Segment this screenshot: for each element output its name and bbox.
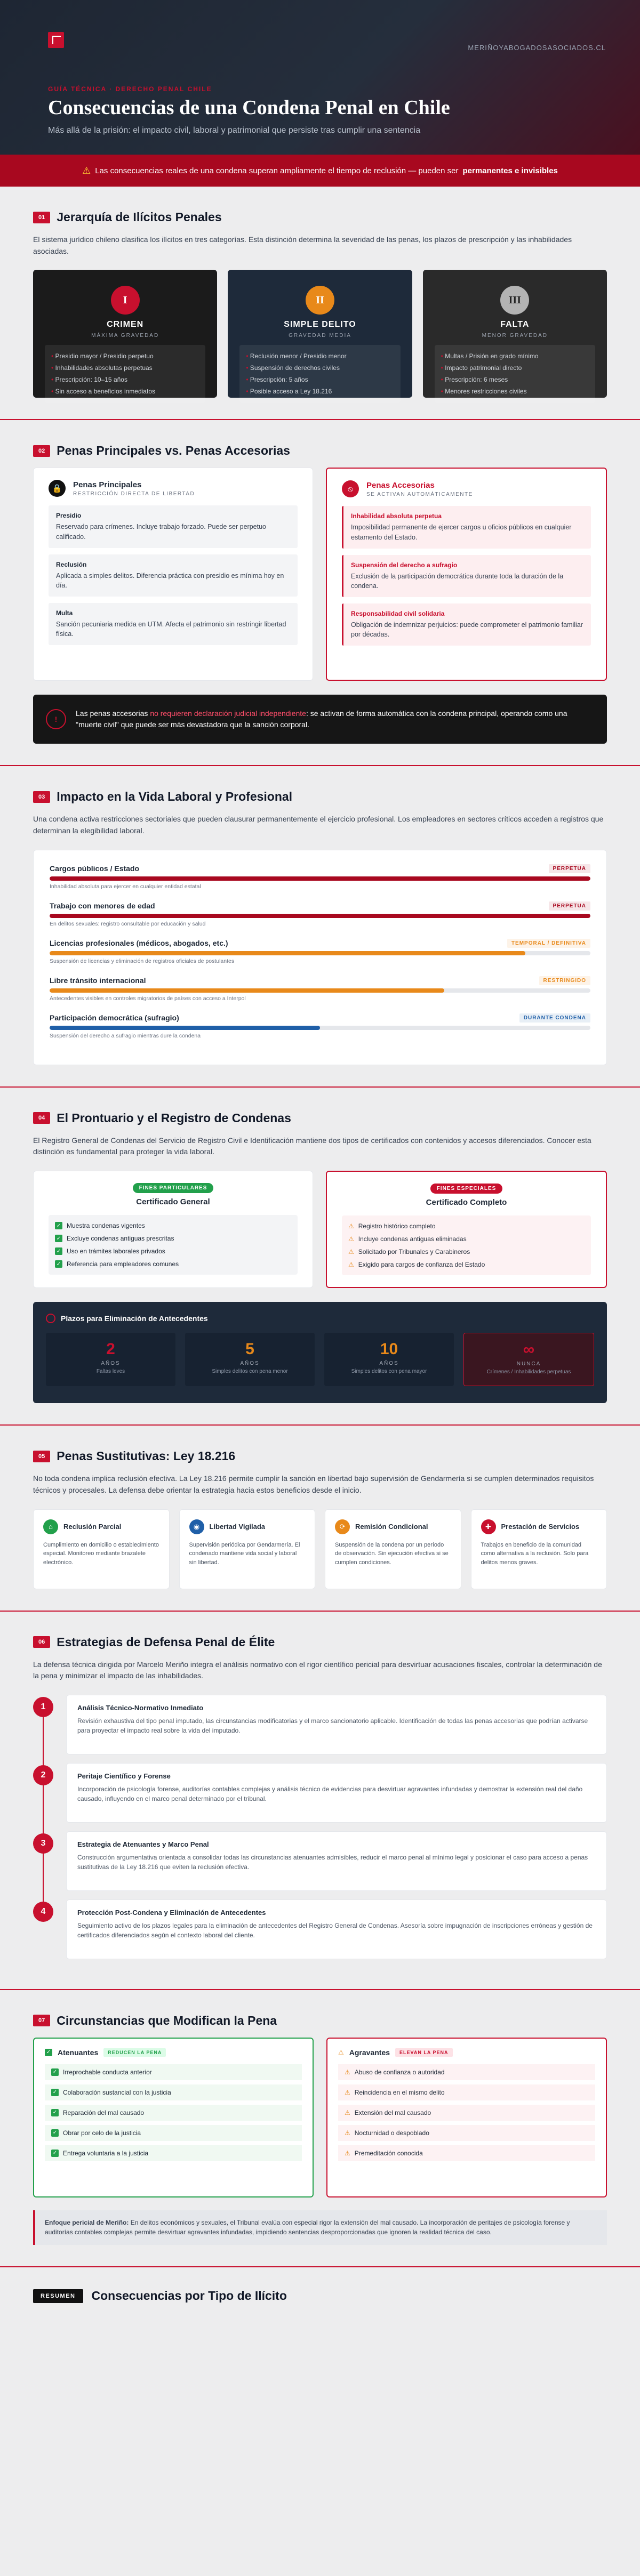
plazo-value: 2 — [106, 1340, 115, 1358]
item-text: Obligación de indemnizar perjuicios: puede comprometer el patrimonio familiar por décadas. — [351, 621, 583, 638]
bar-label: Licencias profesionales (médicos, abogados, etc.) — [50, 939, 228, 948]
step-text: Seguimiento activo de los plazos legales para la eliminación de antecedentes del Registro General de Condenas. Asesoría sobre impugnación de inscripciones erróneas y gestión de certificados diferenciados según el contexto laboral del cliente. — [77, 1921, 593, 1939]
section-intro: Una condena activa restricciones sectoriales que pueden clausurar permanentemente el ejercicio profesional. Los empleadores en sectores críticos acceden a registros que determinan la elegibilidad laboral. — [33, 815, 604, 835]
item-text: Reparación del mal causado — [63, 2108, 145, 2116]
list-item: • Reclusión menor / Presidio menor — [246, 350, 394, 362]
card-title: Remisión Condicional — [355, 1523, 428, 1531]
bar-label: Participación democrática (sufragio) — [50, 1013, 179, 1023]
item-text: Irreprochable conducta anterior — [63, 2068, 152, 2076]
plazo-unit: AÑOS — [379, 1361, 399, 1367]
sustitutiva-card — [471, 1509, 607, 1589]
pen-item — [342, 603, 591, 646]
section-penas — [0, 420, 640, 766]
list-item — [45, 2125, 302, 2141]
list-item: • Inhabilidades absolutas perpetuas — [51, 362, 199, 374]
list-item — [338, 2145, 595, 2161]
list-item: • Impacto patrimonial directo — [441, 362, 589, 374]
section-number: 01 — [33, 212, 50, 223]
bar-tag: DURANTE CONDENA — [519, 1013, 590, 1023]
bar-note: Antecedentes visibles en controles migratorios de países con acceso a Interpol — [50, 995, 246, 1002]
sustitutiva-icon: ⌂ — [43, 1519, 58, 1534]
accesorias-note — [33, 695, 607, 744]
list-item — [348, 1233, 585, 1245]
bar-note: Inhabilidad absoluta para ejercer en cualquier entidad estatal — [50, 883, 201, 890]
item-heading: Responsabilidad civil solidaria — [351, 609, 445, 617]
section-circunstancias — [0, 1990, 640, 2267]
check-icon: ✓ — [51, 2150, 59, 2157]
plazo-card — [185, 1333, 315, 1386]
check-icon: ✓ — [51, 2109, 59, 2116]
cert-pill: FINES ESPECIALES — [430, 1184, 503, 1194]
step-card — [66, 1831, 607, 1891]
category-gravity: MENOR GRAVEDAD — [482, 333, 548, 339]
alert-strong: permanentes e invisibles — [462, 166, 558, 175]
step-card — [66, 1695, 607, 1754]
category-name: FALTA — [500, 320, 530, 329]
pen-item — [49, 554, 298, 597]
pen-item — [342, 506, 591, 548]
step-number: 4 — [33, 1902, 53, 1922]
card-head — [43, 1519, 159, 1534]
item-heading: Reclusión — [56, 560, 87, 568]
list-item: • Multas / Prisión en grado mínimo — [441, 350, 589, 362]
site-domain[interactable]: MERIÑOYABOGADOSASOCIADOS.CL — [468, 44, 606, 52]
section-number: 05 — [33, 1451, 50, 1462]
item-text: Entrega voluntaria a la justicia — [63, 2149, 149, 2157]
note-text: Las penas accesorias no requieren declaración judicial independiente: se activan de forma automática con la condena principal, operando como una "muerte civil" que puede ser más devastadora que la sanción corporal. — [76, 709, 567, 729]
bar-track — [50, 1026, 590, 1030]
card-subtitle: RESTRICCIÓN DIRECTA DE LIBERTAD — [73, 490, 195, 497]
category-name: CRIMEN — [107, 320, 144, 329]
plazo-card — [324, 1333, 454, 1386]
item-text: Colaboración sustancial con la justicia — [63, 2088, 171, 2096]
card-head — [189, 1519, 306, 1534]
warning-icon: ⚠ — [345, 2068, 350, 2076]
item-text: Abuso de confianza o autoridad — [354, 2068, 445, 2076]
list-item: • Prescripción: 5 años — [246, 374, 394, 385]
plazo-card — [46, 1333, 175, 1386]
list-item — [348, 1258, 585, 1271]
bar-track — [50, 914, 590, 918]
item-heading: Presidio — [56, 512, 82, 520]
list-item — [338, 2125, 595, 2141]
item-text: Registro histórico completo — [358, 1222, 436, 1230]
list-item — [348, 1245, 585, 1258]
sustitutiva-icon: ◉ — [189, 1519, 204, 1534]
section-title: El Prontuario y el Registro de Condenas — [57, 1110, 291, 1125]
category-name: SIMPLE DELITO — [284, 320, 356, 329]
step-number: 2 — [33, 1765, 53, 1785]
certificado-general-card — [33, 1171, 313, 1288]
warning-icon: ⚠ — [348, 1261, 354, 1269]
bar-fill — [50, 1026, 320, 1030]
impact-bar — [50, 1013, 590, 1039]
sustitutiva-card — [179, 1509, 316, 1589]
plazos-panel — [33, 1302, 607, 1403]
bar-header — [50, 939, 590, 948]
alert-circle-icon: ! — [46, 709, 66, 729]
list-item — [55, 1219, 291, 1232]
item-text: Nocturnidad o despoblado — [354, 2129, 429, 2137]
pen-item — [342, 555, 591, 597]
list-item — [338, 2064, 595, 2080]
bar-fill — [50, 876, 590, 881]
item-heading: Multa — [56, 609, 73, 617]
step-title: Análisis Técnico-Normativo Inmediato — [77, 1703, 204, 1712]
plazo-desc: Crímenes / Inhabilidades perpetuas — [486, 1369, 571, 1375]
cert-title: Certificado Completo — [426, 1198, 507, 1207]
section-intro: El sistema jurídico chileno clasifica los ilícitos en tres categorías. Esta distinción determina la severidad de las penas, los plazos de prescripción y las inhabilidades asociadas. — [33, 235, 572, 255]
card-pill: ELEVAN LA PENA — [395, 2048, 453, 2057]
list-item: • Prescripción: 6 meses — [441, 374, 589, 385]
certificado-completo-card — [326, 1171, 607, 1288]
bar-header — [50, 864, 590, 873]
item-text: Reincidencia en el mismo delito — [354, 2088, 445, 2096]
bar-label: Cargos públicos / Estado — [50, 864, 140, 873]
check-icon: ✓ — [55, 1222, 62, 1229]
hero-header — [0, 0, 640, 155]
lock-icon: 🔒 — [49, 480, 66, 497]
check-icon: ✓ — [55, 1247, 62, 1255]
list-item — [45, 2084, 302, 2100]
step-card — [66, 1763, 607, 1823]
category-card — [228, 270, 412, 398]
item-text: Premeditación conocida — [354, 2149, 423, 2157]
impact-bar — [50, 976, 590, 1002]
item-heading: Inhabilidad absoluta perpetua — [351, 512, 442, 520]
section-title: Circunstancias que Modifican la Pena — [57, 2013, 277, 2027]
warning-icon: ⚠ — [345, 2129, 350, 2137]
bar-note: Suspensión de licencias y eliminación de registros oficiales de postulantes — [50, 957, 235, 964]
warning-icon: ⚠ — [348, 1248, 354, 1256]
bar-track — [50, 988, 590, 993]
section-intro: El Registro General de Condenas del Servicio de Registro Civil e Identificación mantiene dos tipos de certificados con contenidos y accesos diferenciados. Conocer esta distinción es fundamental para proteger la vida laboral. — [33, 1136, 591, 1156]
card-title: Agravantes — [349, 2048, 390, 2057]
item-text: Uso en trámites laborales privados — [67, 1247, 165, 1255]
warning-icon: ⚠ — [345, 2108, 350, 2116]
step-text: Incorporación de psicología forense, auditorías contables complejas y análisis técnico de evidencias para desvirtuar agravantes infundadas y demostrar la extensión real del daño causado, influyendo en el marco penal determinado por el tribunal. — [77, 1785, 583, 1803]
category-gravity: MÁXIMA GRAVEDAD — [91, 333, 159, 339]
page-title: Consecuencias de una Condena Penal en Chile — [48, 96, 450, 119]
card-head — [335, 1519, 451, 1534]
item-text: Incluye condenas antiguas eliminadas — [358, 1235, 467, 1243]
section-impacto-laboral — [0, 766, 640, 1087]
item-text: Obrar por celo de la justicia — [63, 2129, 141, 2137]
bar-tag: RESTRINGIDO — [539, 976, 590, 985]
section-number: 04 — [33, 1112, 50, 1124]
penas-principales-card — [33, 468, 313, 681]
bar-fill — [50, 951, 525, 955]
warning-icon: ⚠ — [348, 1222, 354, 1230]
list-item: • Presidio mayor / Presidio perpetuo — [51, 350, 199, 362]
bar-note: En delitos sexuales: registro consultable por educación y salud — [50, 920, 206, 927]
list-item — [45, 2145, 302, 2161]
section-number: 07 — [33, 2015, 50, 2026]
bar-label: Trabajo con menores de edad — [50, 901, 155, 911]
sustitutiva-icon: ⟳ — [335, 1519, 350, 1534]
enfoque-pericial-note: Enfoque pericial de Meriño: En delitos económicos y sexuales, el Tribunal evalúa con especial rigor la extensión del mal causado. La incorporación de peritajes de psicología forense y auditorías contables complejas permite desvirtuar agravantes infundadas, impidiendo sentencias desproporcionadas que ignoren la realidad técnica del caso. — [33, 2210, 607, 2245]
sustitutiva-card — [325, 1509, 461, 1589]
section-title: Penas Sustitutivas: Ley 18.216 — [57, 1449, 236, 1463]
category-gravity: GRAVEDAD MEDIA — [289, 333, 351, 339]
strategy-step — [33, 1899, 607, 1959]
section-prontuario — [0, 1088, 640, 1426]
impact-bar — [50, 901, 590, 927]
section-number: 06 — [33, 1636, 50, 1648]
check-icon: ✓ — [45, 2049, 52, 2056]
list-item — [45, 2105, 302, 2121]
section-estrategias — [0, 1612, 640, 1990]
card-text: Supervisión periódica por Gendarmería. El condenado mantiene vida social y laboral sin libertad. — [189, 1541, 300, 1566]
step-connector — [43, 1784, 44, 1838]
list-item: • Menores restricciones civiles — [441, 385, 589, 397]
check-icon: ✓ — [55, 1235, 62, 1242]
plazo-unit: AÑOS — [101, 1361, 121, 1367]
bar-tag: TEMPORAL / DEFINITIVA — [507, 939, 590, 948]
item-text: Imposibilidad permanente de ejercer cargos u oficios públicos en cualquier estamento del Estado. — [351, 524, 572, 541]
sustitutiva-card — [33, 1509, 170, 1589]
plazos-title: Plazos para Eliminación de Antecedentes — [46, 1314, 594, 1323]
impact-bar — [50, 864, 590, 890]
list-item: • Prescripción: 10–15 años — [51, 374, 199, 385]
check-icon: ✓ — [51, 2129, 59, 2137]
bar-header — [50, 901, 590, 911]
step-title: Estrategia de Atenuantes y Marco Penal — [77, 1840, 209, 1848]
summary-title: Consecuencias por Tipo de Ilícito — [91, 2289, 287, 2303]
section-title: Penas Principales vs. Penas Accesorias — [57, 444, 290, 458]
item-text: Excluye condenas antiguas prescritas — [67, 1235, 174, 1243]
list-item — [45, 2064, 302, 2080]
warning-icon: ⚠ — [345, 2149, 350, 2157]
plazo-desc: Simples delitos con pena mayor — [351, 1368, 427, 1375]
section-intro: La defensa técnica dirigida por Marcelo Meriño integra el análisis normativo con el rigor científico pericial para desvirtuar acusaciones fiscales, controlar la determinación de la pena y minimizar el impacto de las inhabilidades. — [33, 1660, 602, 1680]
penas-accesorias-card — [326, 468, 607, 681]
list-item — [55, 1245, 291, 1258]
card-title: Reclusión Parcial — [63, 1523, 122, 1531]
section-jerarquia — [0, 187, 640, 420]
bar-fill — [50, 914, 590, 918]
step-connector — [43, 1853, 44, 1906]
strategy-step — [33, 1831, 607, 1891]
step-text: Revisión exhaustiva del tipo penal imputado, las circunstancias modificatorias y el marco sancionatorio aplicable. Identificación de todas las penas accesorias que podrían activarse para proyectar el impacto real sobre la vida del imputado. — [77, 1717, 588, 1735]
bar-track — [50, 876, 590, 881]
warning-icon: ⚠ — [82, 165, 91, 176]
section-sustitutivas — [0, 1426, 640, 1611]
plazo-value: 5 — [245, 1340, 254, 1358]
alert-banner — [0, 155, 640, 187]
card-text: Suspensión de la condena por un período de observación. Sin ejecución efectiva si se cumplen condiciones. — [335, 1541, 449, 1566]
alert-text: Las consecuencias reales de una condena superan ampliamente el tiempo de reclusión — pueden ser — [95, 166, 459, 175]
item-text: Extensión del mal causado — [354, 2108, 431, 2116]
card-text: Trabajos en beneficio de la comunidad como alternativa a la reclusión. Solo para delitos menos graves. — [481, 1541, 589, 1566]
card-title: Penas Accesorias — [366, 480, 435, 490]
bar-tag: PERPETUA — [549, 901, 590, 911]
step-card — [66, 1899, 607, 1959]
list-item — [55, 1258, 291, 1270]
plazo-unit: AÑOS — [240, 1361, 260, 1367]
strategy-step — [33, 1695, 607, 1754]
cert-title: Certificado General — [136, 1197, 210, 1207]
bar-track — [50, 951, 590, 955]
plazo-value: 10 — [380, 1340, 398, 1358]
category-cards — [33, 270, 607, 398]
step-title: Protección Post-Condena y Eliminación de Antecedentes — [77, 1908, 266, 1917]
cert-pill: FINES PARTICULARES — [133, 1183, 214, 1193]
agravantes-card — [326, 2038, 607, 2197]
page-subtitle: Más allá de la prisión: el impacto civil, laboral y patrimonial que persiste tras cumplir una sentencia — [48, 126, 421, 135]
card-subtitle: SE ACTIVAN AUTOMÁTICAMENTE — [366, 491, 473, 497]
category-list — [45, 345, 205, 402]
card-text: Cumplimiento en domicilio o establecimiento especial. Monitoreo mediante brazalete electrónico. — [43, 1541, 159, 1566]
category-card — [423, 270, 607, 398]
section-title: Impacto en la Vida Laboral y Profesional — [57, 790, 293, 804]
firm-logo[interactable] — [48, 32, 64, 48]
item-text: Muestra condenas vigentes — [67, 1222, 145, 1230]
step-number: 1 — [33, 1697, 53, 1717]
bar-header — [50, 1013, 590, 1023]
bar-fill — [50, 988, 444, 993]
list-item: • Posible acceso a Ley 18.216 — [246, 385, 394, 397]
list-item — [55, 1232, 291, 1245]
item-text: Reservado para crímenes. Incluye trabajo forzado. Puede ser perpetuo calificado. — [56, 523, 266, 541]
section-number: 03 — [33, 791, 50, 803]
list-item: • Sin acceso a beneficios inmediatos — [51, 385, 199, 397]
roman-badge: I — [111, 286, 140, 315]
item-text: Solicitado por Tribunales y Carabineros — [358, 1248, 470, 1256]
roman-badge: II — [306, 286, 334, 315]
category-list — [435, 345, 595, 402]
card-head — [481, 1519, 597, 1534]
card-title: Prestación de Servicios — [501, 1523, 580, 1531]
item-text: Referencia para empleadores comunes — [67, 1260, 179, 1268]
plazo-card — [463, 1333, 594, 1386]
atenuantes-card — [33, 2038, 314, 2197]
plazo-desc: Faltas leves — [96, 1368, 125, 1375]
bar-note: Suspensión del derecho a sufragio mientras dure la condena — [50, 1032, 201, 1039]
step-title: Peritaje Científico y Forense — [77, 1772, 171, 1780]
plazo-value: ∞ — [523, 1341, 535, 1359]
list-item — [348, 1220, 585, 1233]
section-number: 02 — [33, 445, 50, 457]
sustitutiva-icon: ✚ — [481, 1519, 496, 1534]
card-title: Libertad Vigilada — [209, 1523, 266, 1531]
hero-kicker: GUÍA TÉCNICA · DERECHO PENAL CHILE — [48, 85, 212, 93]
plazo-desc: Simples delitos con pena menor — [212, 1368, 288, 1375]
list-item — [338, 2105, 595, 2121]
pen-item — [49, 603, 298, 645]
impact-bars — [33, 850, 607, 1065]
bar-label: Libre tránsito internacional — [50, 976, 146, 985]
summary-header — [0, 2267, 640, 2324]
section-title: Estrategias de Defensa Penal de Élite — [57, 1635, 275, 1649]
item-text: Exclusión de la participación democrática durante toda la duración de la condena. — [351, 572, 564, 590]
step-text: Construcción argumentativa orientada a consolidar todas las circunstancias atenuantes admisibles, reducir el marco penal al mínimo legal y posicionar el caso para acceso a penas sustitutivas de la Ley 18.216 que eviten la reclusión efectiva. — [77, 1853, 588, 1871]
list-item — [338, 2084, 595, 2100]
warning-icon: ⚠ — [338, 2048, 344, 2056]
card-title: Atenuantes — [58, 2048, 99, 2057]
list-item: • Suspensión de derechos civiles — [246, 362, 394, 374]
bar-header — [50, 976, 590, 985]
check-icon: ✓ — [51, 2089, 59, 2096]
category-list — [239, 345, 400, 402]
warning-icon: ⚠ — [348, 1235, 354, 1243]
roman-badge: III — [500, 286, 529, 315]
item-text: Sanción pecuniaria medida en UTM. Afecta el patrimonio sin restringir libertad física. — [56, 620, 286, 638]
section-intro: No toda condena implica reclusión efectiva. La Ley 18.216 permite cumplir la sanción en libertad bajo supervisión de Gendarmería si se cumplen determinados requisitos técnicos y procesales. La defensa debe orientar la estrategia hacia estos beneficios desde el inicio. — [33, 1474, 594, 1494]
strategy-step — [33, 1763, 607, 1823]
card-title: Penas Principales — [73, 480, 142, 489]
prohibited-icon: ⦸ — [342, 480, 359, 497]
check-icon: ✓ — [55, 1260, 62, 1268]
item-text: Aplicada a simples delitos. Diferencia práctica con presidio es mínima hoy en día. — [56, 571, 284, 589]
plazo-unit: NUNCA — [516, 1361, 541, 1367]
warning-icon: ⚠ — [345, 2088, 350, 2096]
card-pill: REDUCEN LA PENA — [103, 2048, 166, 2057]
resumen-pill: RESUMEN — [33, 2289, 83, 2303]
bar-tag: PERPETUA — [549, 864, 590, 873]
item-text: Exigido para cargos de confianza del Estado — [358, 1261, 485, 1269]
section-title: Jerarquía de Ilícitos Penales — [57, 210, 222, 224]
impact-bar — [50, 939, 590, 964]
category-card — [33, 270, 217, 398]
step-connector — [43, 1716, 44, 1769]
step-number: 3 — [33, 1833, 53, 1854]
pen-item — [49, 505, 298, 548]
check-icon: ✓ — [51, 2068, 59, 2076]
item-heading: Suspensión del derecho a sufragio — [351, 561, 458, 569]
